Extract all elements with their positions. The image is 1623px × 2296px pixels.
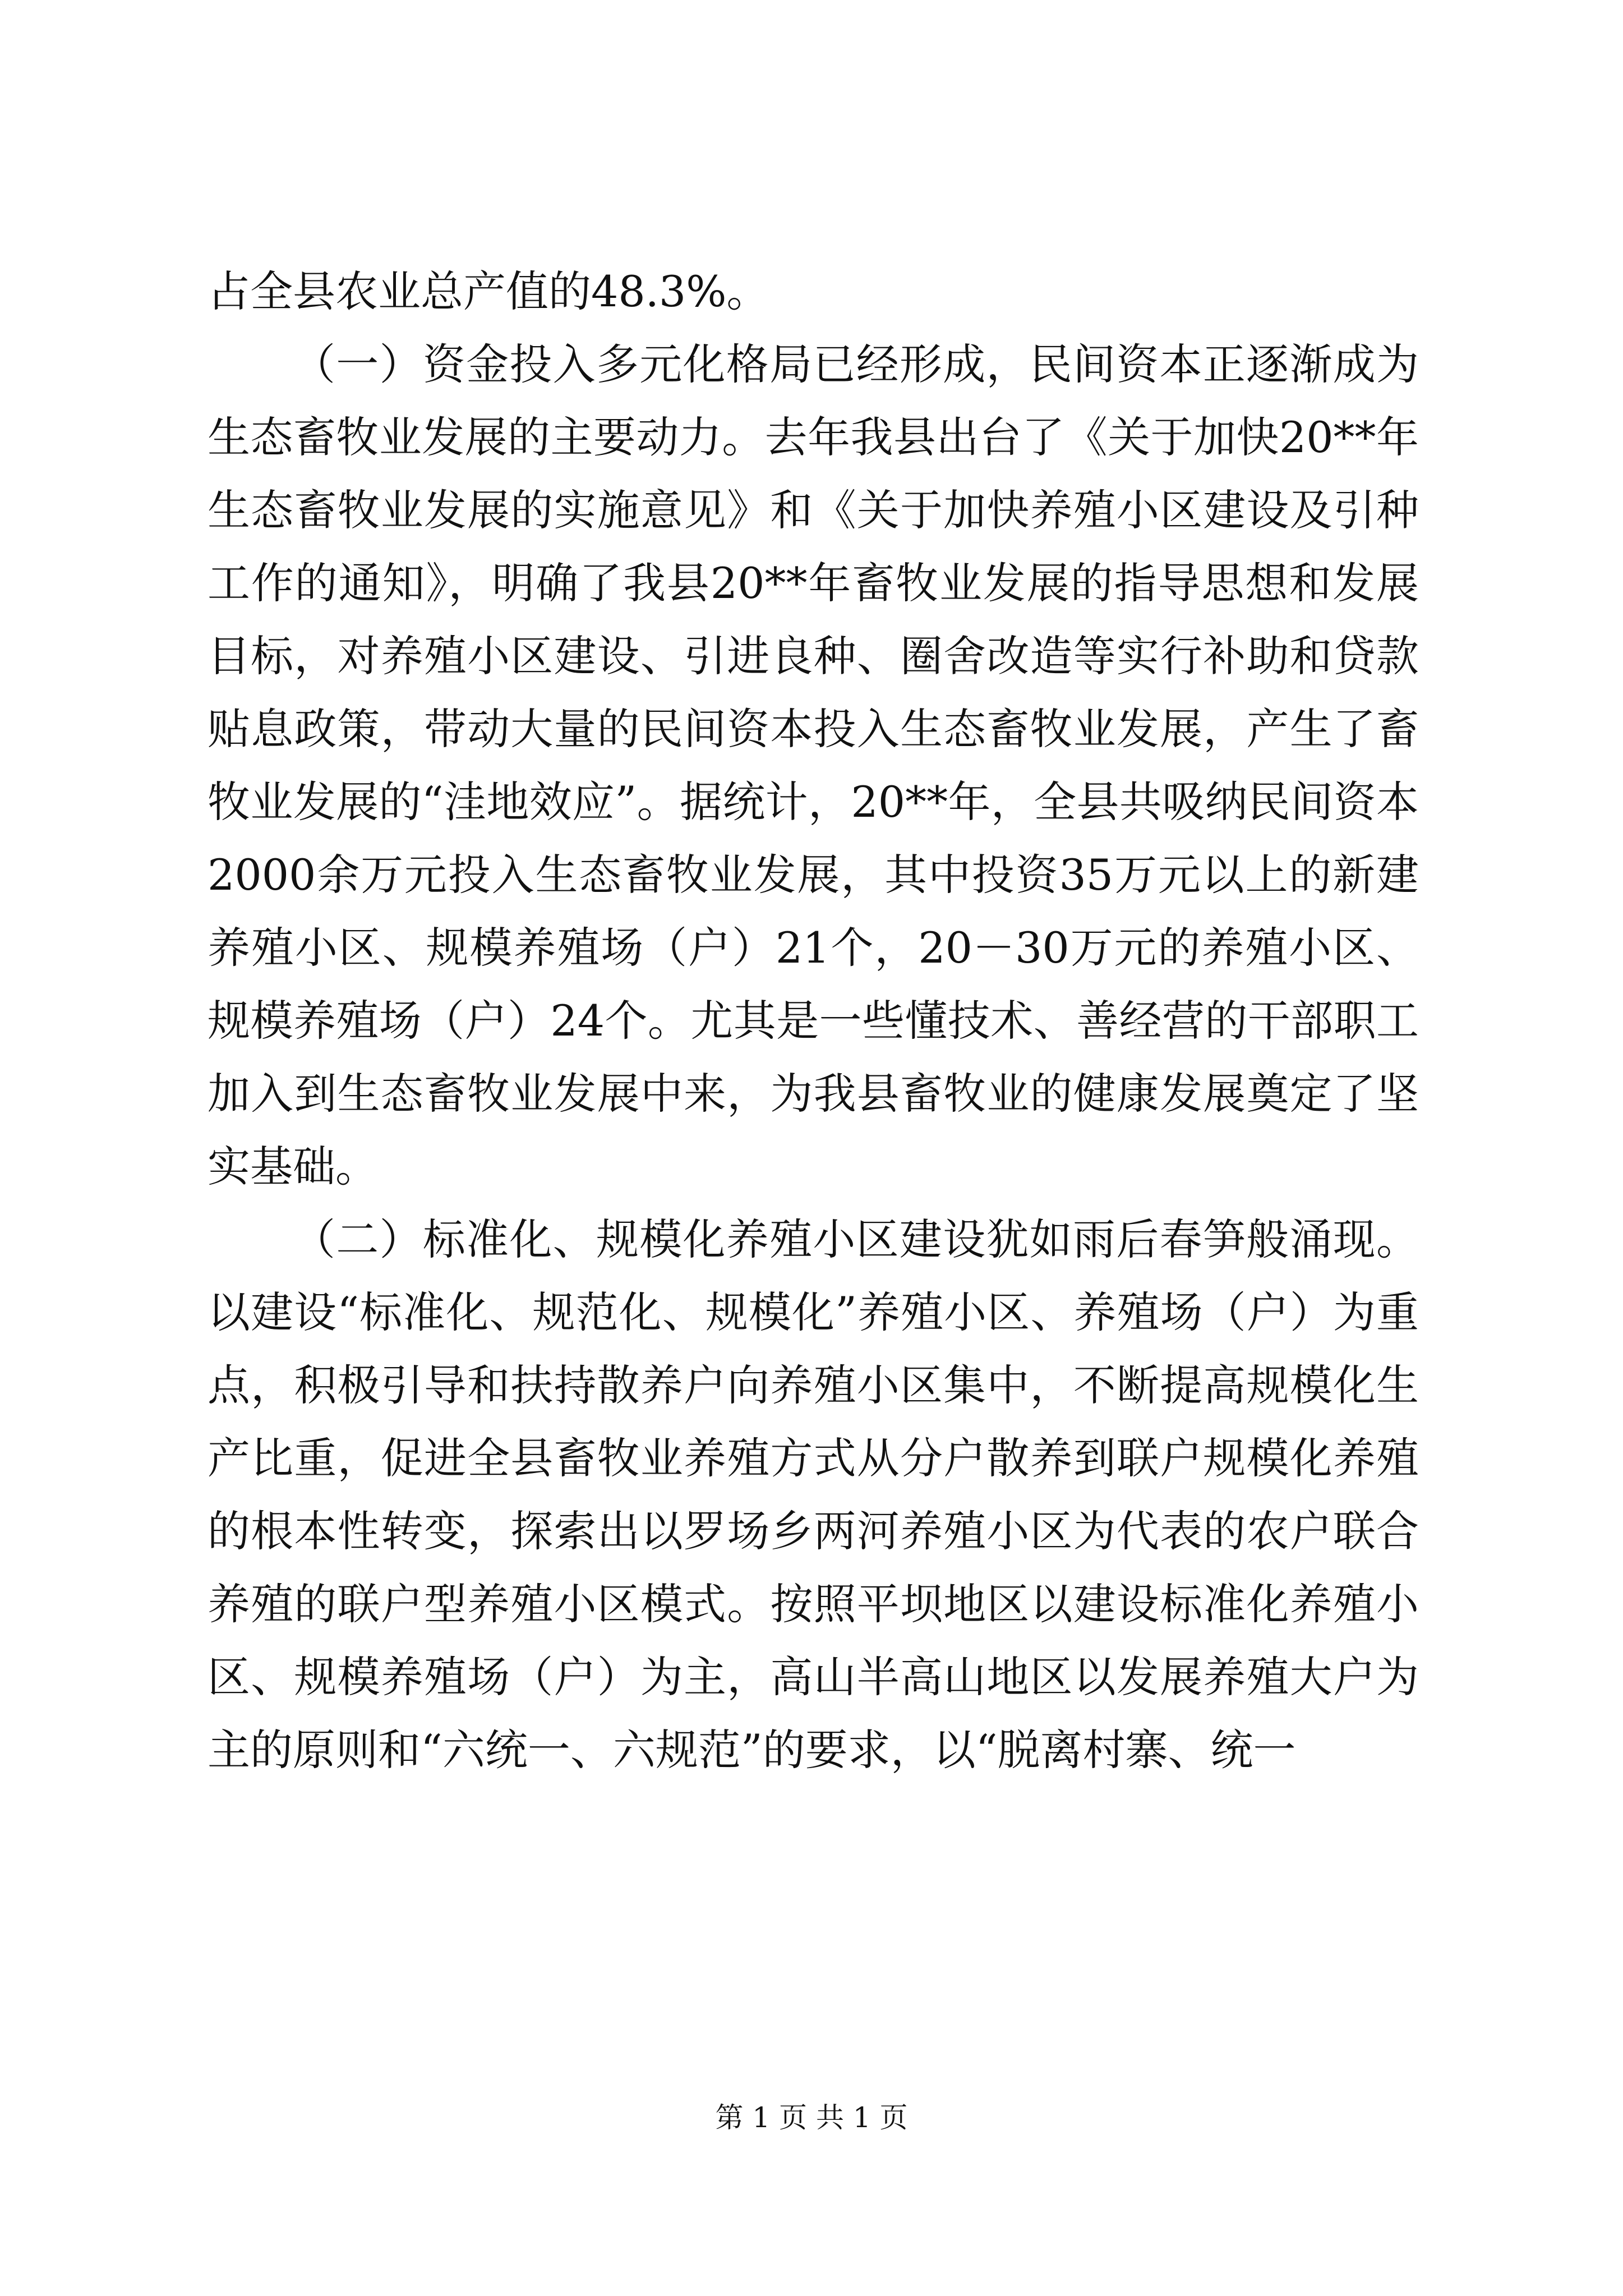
paragraph-1: 占全县农业总产值的48.3%。	[208, 266, 769, 316]
paragraph-3: （二）标准化、规模化养殖小区建设犹如雨后春笋般涌现。以建设“标准化、规范化、规模化”养殖小区、养殖场（户）为重点，积极引导和扶持散养户向养殖小区集中，不断提高规模化生产比重，促进全县畜牧业养殖方式从分户散养到联户规模化养殖的根本性转变，探索出以罗场乡两河养殖小区为代表的农户联合养殖的联户型养殖小区模式。按照平坝地区以建设标准化养殖小区、规模养殖场（户）为主，高山半高山地区以发展养殖大户为主的原则和“六统一、六规范”的要求，以“脱离村寨、统一	[208, 1214, 1419, 1775]
page-footer: 第 1 页 共 1 页	[715, 2101, 908, 2134]
document-body	[208, 255, 1419, 1787]
paragraph-2: （一）资金投入多元化格局已经形成，民间资本正逐渐成为生态畜牧业发展的主要动力。去年我县出台了《关于加快20**年生态畜牧业发展的实施意见》和《关于加快养殖小区建设及引种工作的通知》，明确了我县20**年畜牧业发展的指导思想和发展目标，对养殖小区建设、引进良种、圈舍改造等实行补助和贷款贴息政策，带动大量的民间资本投入生态畜牧业发展，产生了畜牧业发展的“洼地效应”。据统计，20**年，全县共吸纳民间资本2000余万元投入生态畜牧业发展，其中投资35万元以上的新建养殖小区、规模养殖场（户）21个，20－30万元的养殖小区、规模养殖场（户）24个。尤其是一些懂技术、善经营的干部职工加入到生态畜牧业发展中来，为我县畜牧业的健康发展奠定了坚实基础。	[208, 339, 1419, 1191]
